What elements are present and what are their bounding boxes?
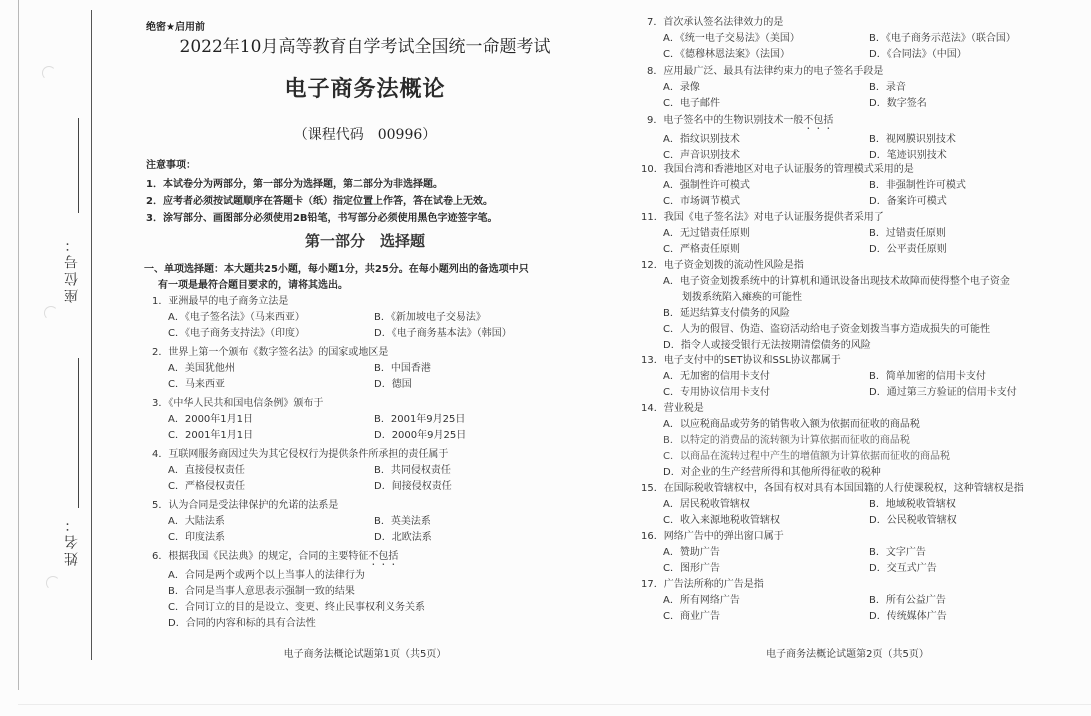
option-d: D．传统媒体广告 — [869, 611, 947, 622]
option-d: D．备案许可模式 — [869, 196, 947, 207]
question-stem: 我国《电子签名法》对电子认证服务提供者采用了 — [663, 212, 884, 223]
section-instructions-line: 有一项是最符合题目要求的，请将其选出。 — [158, 280, 348, 291]
emphasized-negation: 不包括 — [368, 551, 399, 562]
option-d: D．《合同法》（中国） — [869, 49, 967, 60]
section-instructions-line: 一、单项选择题：本大题共25小题，每小题1分，共25分。在每小题列出的备选项中只 — [144, 264, 529, 275]
question-number: 2． — [152, 347, 169, 358]
option-c: C．收入来源地税收管辖权 — [663, 515, 780, 526]
option-d: D．间接侵权责任 — [374, 481, 452, 492]
question-number: 12． — [641, 260, 664, 271]
question-11 — [641, 210, 1075, 258]
question-stem: 在国际税收管辖权中，各国有权对具有本国国籍的人行使课税权，这种管辖权是指 — [663, 483, 1024, 494]
question-stem: 广告法所称的广告是指 — [663, 579, 764, 590]
question-number: 17． — [641, 579, 664, 590]
question-stem: 根据我国《民法典》的规定，合同的主要特征 — [168, 551, 369, 562]
option-a: A．直接侵权责任 — [168, 465, 245, 476]
option-d: D．指令人或接受银行无法按期清偿债务的风险 — [663, 340, 871, 351]
question-stem: 网络广告中的弹出窗口属于 — [663, 531, 784, 542]
notes-title: 注意事项： — [146, 160, 196, 171]
option-d: D．交互式广告 — [869, 563, 937, 574]
option-c: C．电子邮件 — [663, 98, 720, 109]
subject-title: 电子商务法概论 — [284, 77, 446, 102]
question-number: 8． — [647, 66, 664, 77]
option-c: C．合同订立的目的是设立、变更、终止民事权利义务关系 — [168, 602, 425, 613]
option-a: A．无加密的信用卡支付 — [663, 371, 770, 382]
option-a-continued: 划拨系统陷入瘫痪的可能性 — [682, 292, 802, 303]
option-b: B．合同是当事人意思表示强制一致的结果 — [168, 586, 355, 597]
option-a: A．无过错责任原则 — [663, 228, 750, 239]
question-16 — [641, 529, 1075, 577]
question-stem: 电子签名中的生物识别技术一般 — [663, 115, 804, 126]
page-footer: 电子商务法概论试题第2页（共5页） — [766, 649, 929, 660]
option-d: D．对企业的生产经营所得和其他所得征收的税种 — [663, 467, 881, 478]
question-8 — [647, 64, 1075, 112]
option-a: A．《电子签名法》（马来西亚） — [168, 312, 305, 323]
seat-fill-line — [78, 118, 79, 213]
option-b: B．非强制性许可模式 — [869, 180, 966, 191]
question-number: 7． — [647, 17, 664, 28]
question-stem: 首次承认签名法律效力的是 — [663, 17, 784, 28]
option-b: B．《电子商务示范法》（联合国） — [869, 33, 1016, 44]
question-6 — [152, 549, 425, 632]
question-number: 3． — [152, 398, 169, 409]
option-c: C．马来西亚 — [168, 379, 225, 390]
option-b: B．共同侵权责任 — [374, 465, 451, 476]
course-code: （课程代码 00996） — [293, 127, 437, 143]
question-12 — [641, 258, 1010, 354]
question-stem: 互联网服务商因过失为其它侵权行为提供条件所承担的责任属于 — [168, 449, 449, 460]
name-label: 姓名： — [64, 515, 80, 566]
question-number: 13． — [641, 355, 664, 366]
option-d: D．2000年9月25日 — [374, 430, 467, 441]
option-c: C．人为的假冒、伪造、盗窃活动给电子资金划拨当事方造成损失的可能性 — [663, 324, 990, 335]
exam-title: 2022年10月高等教育自学考试全国统一命题考试 — [179, 37, 551, 57]
confidential-mark: 绝密★启用前 — [146, 22, 205, 33]
note-item: 3．涂写部分、画图部分必须使用2B铅笔，书写部分必须使用黑色字迹签字笔。 — [146, 213, 498, 224]
option-d: D．笔迹识别技术 — [869, 150, 947, 161]
option-d: D．合同的内容和标的具有合法性 — [168, 618, 316, 629]
question-4 — [152, 447, 580, 495]
punch-hole-mark — [42, 66, 56, 80]
exam-page-2 — [625, 0, 1070, 716]
option-a: A．以应税商品或劳务的销售收入额为依据而征收的商品税 — [663, 419, 920, 430]
option-c: C．《德穆林恩法案》（法国） — [663, 49, 790, 60]
question-number: 5． — [152, 500, 169, 511]
option-c: C．2001年1月1日 — [168, 430, 254, 441]
option-b: B．中国香港 — [374, 363, 431, 374]
option-a: A．指纹识别技术 — [663, 134, 740, 145]
option-b: B．文字广告 — [869, 547, 926, 558]
question-stem: 我国台湾和香港地区对电子认证服务的管理模式采用的是 — [663, 164, 914, 175]
question-stem: 《中华人民共和国电信条例》颁布于 — [168, 398, 324, 409]
option-a: A．赞助广告 — [663, 547, 720, 558]
option-a: A．录像 — [663, 82, 700, 93]
option-a: A．《统一电子交易法》（美国） — [663, 33, 800, 44]
option-c: C．市场调节模式 — [663, 196, 740, 207]
question-stem: 应用最广泛、最具有法律约束力的电子签名手段是 — [663, 66, 884, 77]
option-b: B．《新加坡电子交易法》 — [374, 312, 486, 323]
question-stem: 营业税是 — [663, 403, 704, 414]
question-stem: 认为合同是受法律保护的允诺的法系是 — [168, 500, 339, 511]
question-number: 9． — [647, 115, 664, 126]
option-c: C．印度法系 — [168, 532, 225, 543]
option-c: C．专用协议信用卡支付 — [663, 387, 770, 398]
punch-hole-mark — [46, 576, 60, 590]
option-c: C．商业广告 — [663, 611, 720, 622]
name-fill-line — [78, 358, 79, 508]
part-title: 第一部分 选择题 — [304, 232, 425, 250]
question-14 — [641, 401, 950, 481]
option-a: A．强制性许可模式 — [663, 180, 750, 191]
question-number: 1． — [152, 296, 169, 307]
option-c: C．严格责任原则 — [663, 244, 740, 255]
option-b: B．地域税收管辖权 — [869, 499, 956, 510]
option-d: D．德国 — [374, 379, 412, 390]
option-b: B．2001年9月25日 — [374, 414, 466, 425]
option-a: A．所有网络广告 — [663, 595, 740, 606]
note-item: 1．本试卷分为两部分，第一部分为选择题，第二部分为非选择题。 — [146, 179, 443, 190]
note-item: 2．应考者必须按试题顺序在答题卡（纸）指定位置上作答，答在试卷上无效。 — [146, 196, 493, 207]
question-number: 11． — [641, 212, 664, 223]
option-d: D．公民税收管辖权 — [869, 515, 957, 526]
option-c: C．图形广告 — [663, 563, 720, 574]
option-b: B．延迟结算支付债务的风险 — [663, 308, 790, 319]
exam-page-1 — [130, 0, 590, 716]
option-a: A．电子资金划拨系统中的计算机和通讯设备出现技术故障而使得整个电子资金 — [663, 276, 1010, 287]
question-9 — [647, 113, 1075, 164]
option-a: A．2000年1月1日 — [168, 414, 254, 425]
option-c: C．严格侵权责任 — [168, 481, 245, 492]
option-b: B．所有公益广告 — [869, 595, 946, 606]
option-d: D．公平责任原则 — [869, 244, 947, 255]
option-b: B．以特定的消费品的流转额为计算依据而征收的商品税 — [663, 435, 910, 446]
page-footer: 电子商务法概论试题第1页（共5页） — [283, 649, 447, 660]
question-stem: 电子资金划拨的流动性风险是指 — [663, 260, 804, 271]
option-c: C．以商品在流转过程中产生的增值额为计算依据而征收的商品税 — [663, 451, 950, 462]
option-a: A．美国犹他州 — [168, 363, 235, 374]
question-number: 14． — [641, 403, 664, 414]
option-b: B．简单加密的信用卡支付 — [869, 371, 986, 382]
question-stem: 亚洲最早的电子商务立法是 — [168, 296, 289, 307]
question-number: 6． — [152, 551, 169, 562]
option-c: C．《电子商务支持法》（印度） — [168, 328, 305, 339]
binding-line — [91, 10, 92, 660]
question-3 — [152, 396, 580, 444]
option-d: D．《电子商务基本法》（韩国） — [374, 328, 512, 339]
section-instructions — [144, 262, 594, 294]
punch-hole-mark — [44, 306, 58, 320]
question-10 — [641, 162, 1075, 210]
question-1 — [152, 294, 580, 342]
option-b: B．过错责任原则 — [869, 228, 946, 239]
question-2 — [152, 345, 580, 393]
question-stem: 电子支付中的SET协议和SSL协议都属于 — [663, 355, 841, 366]
question-number: 10． — [641, 164, 664, 175]
option-a: A．大陆法系 — [168, 516, 225, 527]
option-b: B．英美法系 — [374, 516, 431, 527]
option-d: D．通过第三方验证的信用卡支付 — [869, 387, 1017, 398]
seat-number-label: 座位号： — [64, 235, 80, 303]
sheet-left-edge — [18, 0, 19, 690]
option-c: C．声音识别技术 — [663, 150, 740, 161]
question-5 — [152, 498, 580, 546]
option-b: B．视网膜识别技术 — [869, 134, 956, 145]
option-a: A．居民税收管辖权 — [663, 499, 750, 510]
option-d: D．数字签名 — [869, 98, 927, 109]
question-number: 4． — [152, 449, 169, 460]
option-b: B．录音 — [869, 82, 906, 93]
question-13 — [641, 353, 1075, 401]
question-7 — [647, 15, 1075, 63]
option-a: A．合同是两个或两个以上当事人的法律行为 — [168, 570, 365, 581]
question-number: 15． — [641, 483, 664, 494]
question-stem: 世界上第一个颁布《数字签名法》的国家或地区是 — [168, 347, 389, 358]
option-d: D．北欧法系 — [374, 532, 432, 543]
question-17 — [641, 577, 1075, 625]
question-15 — [641, 481, 1075, 529]
question-number: 16． — [641, 531, 664, 542]
emphasized-negation: 不包括 — [803, 115, 834, 126]
